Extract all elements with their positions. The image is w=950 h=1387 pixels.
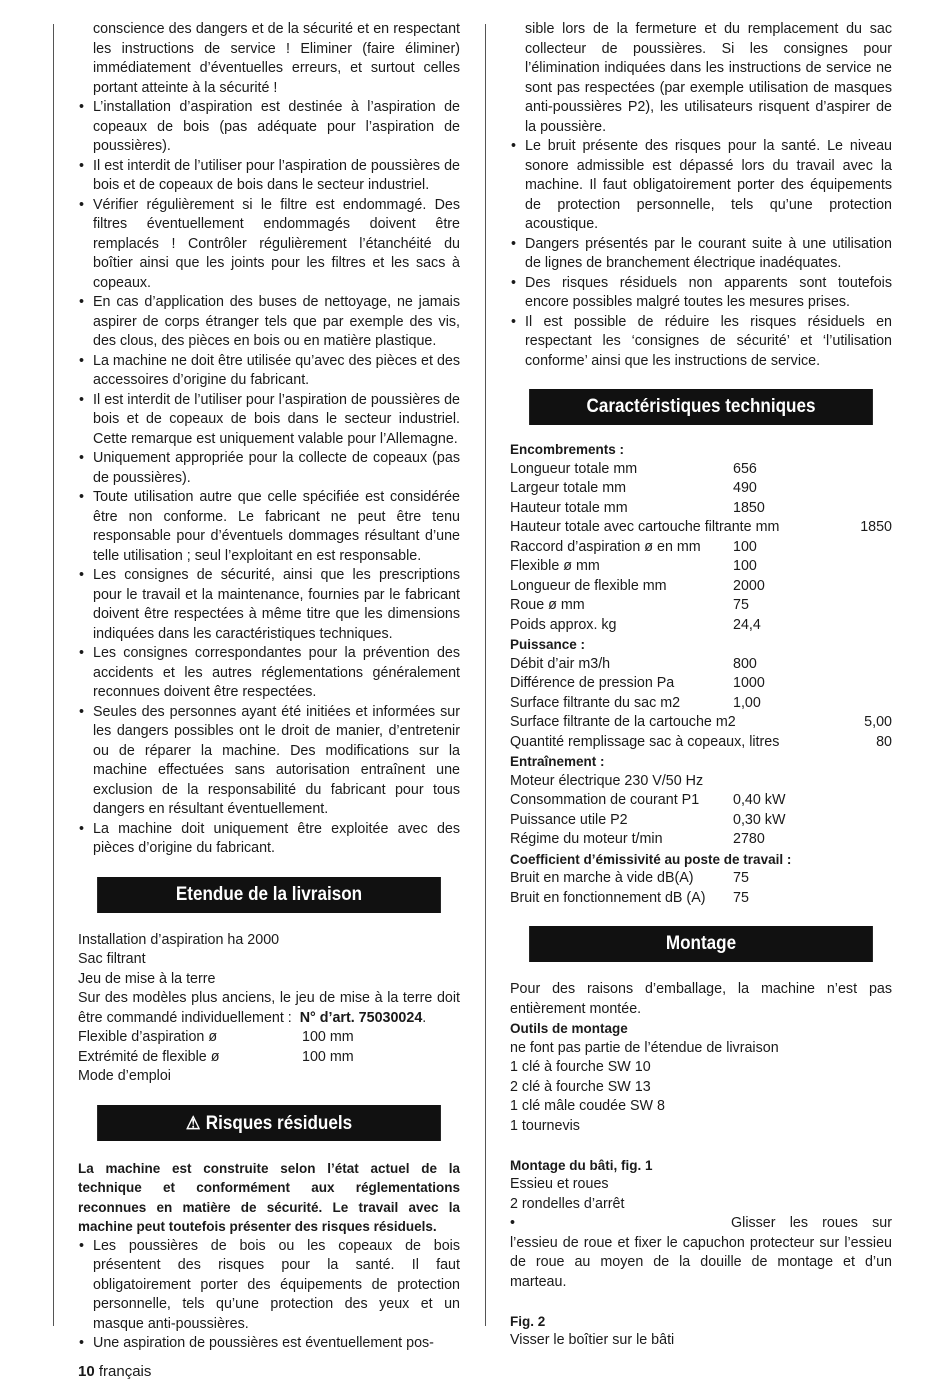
delivery-line: Jeu de mise à la terre <box>78 970 216 987</box>
power-title: Puissance : <box>510 637 586 652</box>
spec-value: 80 <box>876 733 892 750</box>
frame-step-text: Glisser les roues sur l’essieu de roue et fixer le capuchon protecteur sur l’essieu de roue au moyen de la douille de montage et d’un marteau. <box>510 1215 892 1290</box>
spec-label: Consommation de courant P1 <box>510 792 700 808</box>
motor-line: Moteur électrique 230 V/50 Hz <box>510 772 704 789</box>
spec-row <box>510 538 892 558</box>
assembly-heading: Montage <box>529 926 873 962</box>
fig2-text: Visser le boîtier sur le bâti <box>510 1332 675 1348</box>
column-rule-left <box>53 24 54 1326</box>
assembly-heading-wrap <box>510 926 892 962</box>
spec-value: 0,40 kW <box>733 792 786 808</box>
frame-item: 2 rondelles d’arrêt <box>510 1195 625 1212</box>
grounding-note-text: Sur des modèles plus anciens, le jeu de mise à la terre doit être commandé individuellement : <box>78 990 460 1026</box>
residual-heading <box>97 1105 441 1141</box>
hose-label: Flexible d’aspiration ø <box>78 1029 218 1045</box>
spec-label: Puissance utile P2 <box>510 811 628 828</box>
safety-bullet: • En cas d’application des buses de nettoyage, ne jamais aspirer de corps étranger tels que par exemple des vis, des clous, des pièces en bois ou en matière plastique. <box>78 293 460 352</box>
frame-step-bullet: • <box>510 1215 516 1231</box>
frame-title: Montage du bâti, fig. 1 <box>510 1157 653 1173</box>
spec-row <box>510 674 892 694</box>
assembly-intro: Pour des raisons d’emballage, la machine n’est pas entièrement montée. <box>510 981 892 1017</box>
spec-row <box>510 830 892 850</box>
spec-label: Poids approx. kg <box>510 616 617 633</box>
spec-value: 656 <box>733 460 757 477</box>
left-column <box>78 20 460 1354</box>
spec-label: Différence de pression Pa <box>510 675 675 691</box>
spec-label: Hauteur totale mm <box>510 499 628 516</box>
spec-row <box>510 733 892 753</box>
residual-bullet: • Des risques résiduels non apparents sont toutefois encore possibles malgré toutes les mesures prises. <box>510 274 892 313</box>
spec-label: Longueur totale mm <box>510 460 638 477</box>
delivery-row <box>78 1028 460 1048</box>
delivery-section <box>78 931 460 1087</box>
spec-value: 2000 <box>733 577 765 594</box>
delivery-heading-wrap <box>78 877 460 913</box>
spec-label: Longueur de flexible mm <box>510 577 667 594</box>
safety-bullet: • Il est interdit de l’utiliser pour l’aspiration de poussières de bois et de copeaux de bois dans le secteur industriel. Cette remarque est uniquement valable pour l’Allemagne. <box>78 391 460 450</box>
safety-bullet: • Vérifier régulièrement si le filtre est endommagé. Des filtres éventuellement endommagés doivent être remplacés ! Contrôler régulièrement l’étanchéité du boîtier ainsi que les joints pour les filtres et les sacs à copeaux. <box>78 196 460 294</box>
safety-bullets <box>78 20 460 859</box>
spec-value: 100 <box>733 558 757 574</box>
safety-bullet: • Il est interdit de l’utiliser pour l’aspiration de poussières de bois et de copeaux de bois dans le secteur industriel. <box>78 157 460 196</box>
residual-bullets-right <box>510 20 892 371</box>
drive-title: Entraînement : <box>510 754 605 769</box>
spec-label: Hauteur totale avec cartouche filtrante mm <box>510 519 780 535</box>
spec-label: Surface filtrante de la cartouche m2 <box>510 714 736 730</box>
delivery-row <box>78 1048 460 1068</box>
spec-label: Largeur totale mm <box>510 480 627 496</box>
dimensions-title: Encombrements : <box>510 442 625 457</box>
hose-end-value: 100 mm <box>302 1048 354 1065</box>
residual-bullet: • Une aspiration de poussières est éventuellement pos- <box>78 1334 460 1354</box>
spec-label: Débit d’air m3/h <box>510 655 611 672</box>
spec-row <box>510 518 892 538</box>
residual-bullets-left <box>78 1237 460 1354</box>
spec-label: Roue ø mm <box>510 597 585 613</box>
spec-row <box>510 713 892 733</box>
residual-bullet: • Il est possible de réduire les risques résiduels en respectant les ‘consignes de sécurité’ et ‘l’utilisation conforme’ ainsi que les instructions de service. <box>510 313 892 372</box>
frame-step <box>510 1214 892 1292</box>
hose-value: 100 mm <box>302 1029 354 1045</box>
spec-label: Flexible ø mm <box>510 558 600 574</box>
safety-bullet: • Toute utilisation autre que celle spécifiée est considérée être non conforme. Le fabricant ne peut être tenu responsable pour d’éventuels dommages résultant d’une telle utilisation ; seul l’exploitant en est responsable. <box>78 488 460 566</box>
spec-value: 1000 <box>733 675 765 691</box>
tools-title: Outils de montage <box>510 1021 628 1036</box>
spacer <box>510 1136 892 1156</box>
spec-row <box>510 889 892 909</box>
spec-row <box>510 869 892 889</box>
safety-bullet: • Uniquement appropriée pour la collecte de copeaux (pas de poussières). <box>78 449 460 488</box>
spec-value: 75 <box>733 889 749 906</box>
spec-value: 5,00 <box>864 714 892 730</box>
delivery-line: Installation d’aspiration ha 2000 <box>78 931 280 948</box>
delivery-line: Sac filtrant <box>78 951 146 967</box>
spec-value: 490 <box>733 480 757 496</box>
frame-item: Essieu et roues <box>510 1176 609 1192</box>
spec-value: 1850 <box>733 499 765 516</box>
column-rule-middle <box>485 24 486 1326</box>
spec-label: Régime du moteur t/min <box>510 831 663 847</box>
safety-intro-continuation: conscience des dangers et de la sécurité et en respectant les instructions de service ! Eliminer (faire éliminer) immédiatement d’éventuelles erreurs, et surtout celles portant atteinte à la sécurité ! <box>93 21 460 96</box>
spec-label: Quantité remplissage sac à copeaux, litres <box>510 733 780 750</box>
article-end: . <box>422 1009 427 1026</box>
residual-intro: La machine est construite selon l’état actuel de la technique et conformément aux réglementations reconnues en matière de sécurité. Le travail avec la machine peut toutefois présenter des risques résiduels. <box>78 1160 460 1234</box>
emission-title: Coefficient d’émissivité au poste de travail : <box>510 851 792 867</box>
spec-row <box>510 811 892 831</box>
spec-row <box>510 791 892 811</box>
safety-bullet: • L’installation d’aspiration est destinée à l’aspiration de copeaux de bois (pas adéquate pour l’aspiration de poussières). <box>78 98 460 157</box>
safety-bullet: • Les consignes de sécurité, ainsi que les prescriptions pour le travail et la maintenance, fournies par le fabricant doivent être respectées à même titre que les dimensions indiquées dans les caractéristiques techniques. <box>78 566 460 644</box>
tool-item: 1 clé mâle coudée SW 8 <box>510 1098 665 1114</box>
safety-bullet: • Les consignes correspondantes pour la prévention des accidents et les autres réglementations généralement reconnues doivent être respectées. <box>78 644 460 703</box>
spec-value: 24,4 <box>733 616 761 633</box>
spacer <box>510 1292 892 1312</box>
specs-heading-wrap <box>510 389 892 425</box>
spec-value: 2780 <box>733 831 765 847</box>
tool-item: 1 clé à fourche SW 10 <box>510 1059 651 1075</box>
page-number: 10 <box>78 1363 95 1380</box>
spec-label: Surface filtrante du sac m2 <box>510 694 681 711</box>
page-footer <box>78 1362 151 1382</box>
page-language: français <box>98 1363 152 1380</box>
spec-row <box>510 596 892 616</box>
residual-bullet: • Dangers présentés par le courant suite à une utilisation de lignes de branchement électrique inadéquates. <box>510 235 892 274</box>
spec-row <box>510 479 892 499</box>
tool-item: 2 clé à fourche SW 13 <box>510 1078 651 1095</box>
safety-bullet: • La machine ne doit être utilisée qu’avec des pièces et des accessoires d’origine du fabricant. <box>78 352 460 391</box>
residual-heading-wrap <box>78 1105 460 1141</box>
spec-value: 800 <box>733 655 757 672</box>
residual-bullet: • Les poussières de bois ou les copeaux de bois présentent des risques pour la santé. Il faut obligatoirement porter des équipements de protection personnelle, tels qu’une protection des yeux et un masque anti-poussières. <box>78 1237 460 1335</box>
spec-label: Raccord d’aspiration ø en mm <box>510 538 701 555</box>
spec-label: Bruit en fonctionnement dB (A) <box>510 889 706 906</box>
tools-note: ne font pas partie de l’étendue de livraison <box>510 1039 779 1056</box>
delivery-grounding-note <box>78 989 460 1028</box>
article-number: N° d’art. 75030024 <box>299 1009 423 1026</box>
residual-heading-text: Risques résiduels <box>205 1112 353 1134</box>
safety-bullet: • La machine doit uniquement être exploitée avec des pièces d’origine du fabricant. <box>78 820 460 859</box>
fig2-title: Fig. 2 <box>510 1313 546 1329</box>
spec-value: 75 <box>733 597 749 613</box>
safety-bullet: • Seules des personnes ayant été initiées et informées sur les dangers possibles ont le droit de manier, d’entretenir ou de réparer la machine. Des modifications sur la machine effectuées sans autorisation entraînent une exclusion de la responsabilité du fabricant pour tous dangers en résultant éventuellement. <box>78 703 460 820</box>
delivery-line: Mode d’emploi <box>78 1068 171 1084</box>
assembly-section <box>510 980 892 1351</box>
warning-icon: ⚠ <box>185 1112 201 1133</box>
tool-item: 1 tournevis <box>510 1117 580 1134</box>
spec-value: 1850 <box>860 519 892 535</box>
spec-row <box>510 694 892 714</box>
right-column <box>510 20 892 1351</box>
specs-section <box>510 440 892 908</box>
spec-label: Bruit en marche à vide dB(A) <box>510 870 694 886</box>
spec-row <box>510 577 892 597</box>
spec-value: 1,00 <box>733 694 761 711</box>
residual-continuation: sible lors de la fermeture et du remplacement du sac collecteur de poussières. Si les consignes pour l’élimination indiquées dans les instructions de service ne sont pas respectées (par exemple utilisation de masques anti-poussières P2), les utilisateurs risquent d’aspirer de la poussière. <box>525 21 892 135</box>
spec-value: 75 <box>733 870 749 886</box>
residual-bullet: • Le bruit présente des risques pour la santé. Le niveau sonore admissible est dépassé lors du travail avec la machine. Il faut obligatoirement porter des équipements de protection personnelle, tels qu’une protection acoustique. <box>510 137 892 235</box>
spec-row <box>510 557 892 577</box>
specs-heading: Caractéristiques techniques <box>529 389 873 425</box>
spec-value: 100 <box>733 538 757 555</box>
spec-row <box>510 655 892 675</box>
hose-end-label: Extrémité de flexible ø <box>78 1048 220 1065</box>
spec-row <box>510 616 892 636</box>
spec-row <box>510 460 892 480</box>
spec-value: 0,30 kW <box>733 811 786 828</box>
spec-row <box>510 499 892 519</box>
delivery-heading: Etendue de la livraison <box>97 877 441 913</box>
